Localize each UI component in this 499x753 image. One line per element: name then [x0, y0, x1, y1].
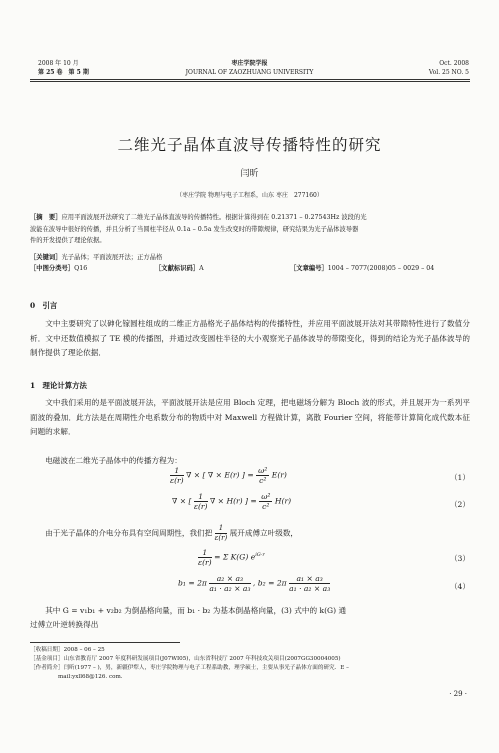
eq2-number: （2）: [449, 500, 470, 509]
eq2-mid: ∇ × H(r) ] =: [209, 496, 257, 506]
equation-1: [170, 466, 287, 485]
journal-title-cn: 枣庄学院学报: [231, 60, 268, 67]
equation-4: [178, 574, 330, 593]
clc-label: ［中图分类号］: [30, 265, 75, 272]
eq1-lhs: ∇ × [ ∇ × E(r) ] =: [186, 470, 254, 480]
eq2-omega-frac: $\frac{\text{ω²}}{\text{c²}}$: [261, 492, 271, 511]
footnote-fund: ［基金项目］山东省教育厅 2007 年度科研发展项目(J07WI05)，山东省科技厅 2007 年科技攻关项目(2007GG30004005): [30, 656, 341, 662]
paper-title: 二维光子晶体直波导传播特性的研究: [117, 136, 382, 154]
section-0-body: 文中主要研究了以砷化镓圆柱组成的二维正方晶格光子晶体结构的传播特性，并应用平面波展开法对其带隙特性进行了数值分析．文中还数值模拟了 TE 模的传播图，并通过改变圆柱半径的大小观察光子晶体波导的带隙变化，得到的结论为光子晶体波导的制作提供了理论依据．: [30, 319, 470, 358]
header-rule-thin: [30, 81, 470, 82]
header-date: 2008 年 10 月: [38, 60, 79, 67]
eq3-exponent: iG·r: [255, 551, 265, 558]
author-name: 闫昕: [240, 169, 259, 179]
wave-equation-intro: 电磁波在二维光子晶体中的传播方程为：: [45, 456, 182, 465]
equation-3: [198, 548, 265, 567]
eq2-lhs: ∇ × [: [172, 496, 192, 506]
header-date-en: Oct. 2008: [439, 60, 469, 67]
section-0-heading: 0 引言: [30, 301, 58, 310]
article-id-value: 1004 – 7077(2008)05 – 0029 – 04: [327, 265, 435, 272]
keywords-label: ［关键词］: [30, 254, 62, 261]
header-volume: 第 25 卷 第 5 期: [38, 69, 89, 76]
abstract: [30, 212, 470, 247]
footnote-received: ［收稿日期］2008 – 06 – 25: [30, 647, 105, 653]
eq1-number: （1）: [449, 473, 470, 482]
doc-value: A: [199, 265, 204, 272]
eq4-frac-1: $\frac{\text{a₂ × a₃}}{\text{a₁ · a₂ × a₃}}$: [209, 574, 251, 593]
eq1-rhs: E(r): [271, 470, 287, 480]
eq2-rhs: H(r): [274, 496, 292, 506]
eq3-inv-eps: $\frac{1}{\varepsilon(r)}$: [198, 548, 212, 567]
abstract-line-3: 件的开发提供了理论依据。: [30, 237, 106, 244]
affiliation: （枣庄学院 物理与电子工程系，山东 枣庄 277160）: [176, 192, 323, 199]
reciprocal-line-2: 过傅立叶逆转换得出: [30, 620, 99, 629]
eq3-number: （3）: [449, 554, 470, 563]
page-number: · 29 ·: [449, 690, 467, 698]
abstract-line-2: 波能在波导中很好的传播，并且分析了当圆柱半径从 0.1a – 0.5a 发生改变时的带隙规律，研究结果为光子晶体波导器: [30, 225, 359, 233]
footnote-author: ［作者简介］闫昕(1977 – )，男，新疆伊犁人，枣庄学院物理与电子工程系助教，理学硕士，主要从事光子晶体方面的研究．E –: [30, 665, 349, 671]
eq4-frac-2: $\frac{\text{a₁ × a₃}}{\text{a₁ · a₂ × a₃}}$: [289, 574, 331, 593]
clc-value: Q16: [74, 265, 88, 272]
eq1-inv-eps: $\frac{1}{\varepsilon(r)}$: [170, 466, 184, 485]
keywords-text: 光子晶体；平面波展开法；正方晶格: [61, 254, 163, 261]
eq3-rhs: = Σ K(G) e: [214, 552, 256, 562]
header-rule: [30, 79, 470, 80]
fourier-inv-eps: $\frac{1}{\varepsilon(r)}$: [214, 524, 228, 542]
eq4-b2: , b₂ = 2π: [252, 578, 287, 588]
keywords: [30, 252, 162, 261]
footnote-email: mail:yxll68@126. com.: [58, 674, 123, 680]
equation-2: [172, 492, 291, 511]
fourier-intro-b: 展开成傅立叶级数，: [229, 528, 299, 538]
article-id: [290, 263, 434, 272]
abstract-line-1: 应用平面波展开法研究了二维光子晶体直波导的传播特性。根据计算得到在 0.21371 – 0.27543Hz 波段的光: [61, 214, 367, 221]
doc-code: [155, 263, 204, 272]
clc-number: [30, 263, 87, 272]
journal-title-en: JOURNAL OF ZAOZHUANG UNIVERSITY: [185, 69, 314, 76]
reciprocal-line-1: 其中 G = v₁b₁ + v₂b₂ 为倒晶格向量，而 b₁ · b₂ 为基本倒晶格向量，(3) 式中的 k(G) 通: [45, 606, 347, 615]
fourier-intro-a: 由于光子晶体的介电分布具有空间周期性，我们把: [45, 528, 213, 538]
header-volume-en: Vol. 25 NO. 5: [428, 69, 469, 76]
eq4-b1: b₁ = 2π: [178, 578, 207, 588]
doc-label: ［文献标识码］: [155, 265, 200, 272]
eq4-number: （4）: [449, 582, 470, 591]
eq2-inv-eps: $\frac{1}{\varepsilon(r)}$: [193, 492, 208, 511]
section-1-heading: 1 理论计算方法: [30, 381, 87, 390]
footnote-rule: [30, 642, 180, 643]
abstract-label: ［摘 要］: [30, 214, 62, 221]
article-id-label: ［文章编号］: [290, 265, 328, 272]
fourier-intro: [30, 524, 470, 543]
section-1-body: 文中我们采用的是平面波展开法，平面波展开法是应用 Bloch 定理，把电磁场分解为 Bloch 波的形式，并且展开为一系列平面波的叠加．此方法是在周期性介电系数分布的物质中对 Maxwell 方程做计算，离散 Fourier 空间，将能带计算简化成代数本征问题的求解．: [30, 398, 470, 437]
eq1-omega-frac: $\frac{\text{ω²}}{\text{c²}}$: [258, 466, 268, 485]
